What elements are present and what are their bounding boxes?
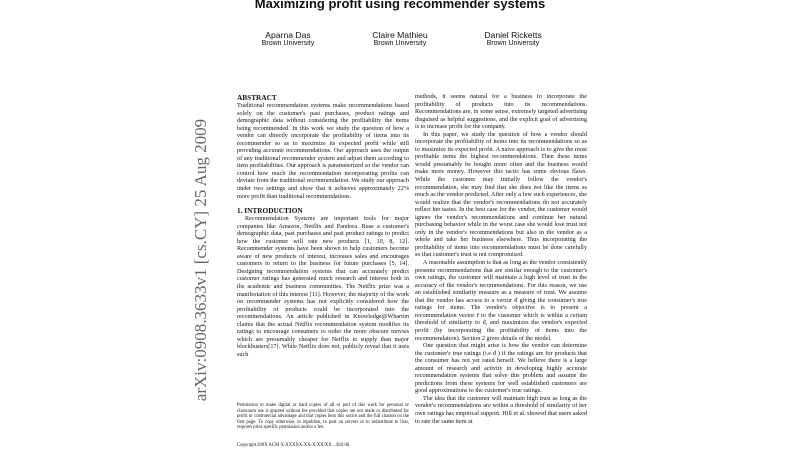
arxiv-sidebar: [0, 0, 213, 450]
body-paragraph: methods, it seems natural for a business to incorporate the profitability of products into its recommendations. Recommendations are, in some sense, extremely targeted advertising disguised as helpful suggestions, and the explicit goal of advertising is to increase profit for the company.: [415, 93, 587, 131]
body-paragraph: The idea that the customer will maintain high trust as long as the vendor's recommendations are within a threshold of similarity of her own ratings has empirical support. Hill et al. showed that users asked to rate the same item at: [415, 394, 587, 425]
paper-title: Maximizing profit using recommender systems: [254, 0, 546, 11]
introduction-paragraph: Recommendation Systems are important tools for major companies like Amazon, Netflix and Pandora. Ruse a customer's demographic data, past purchases and past product ratings to predict how the customer will rate new products [1, 10, 8, 12]. Recommender systems have been shown to help customers become aware of new products of interest, increases sales and encourages customers to return to the business for future purchases [5, 14]. Designing recommendation systems that can accurately predict customer ratings has generated much research and interest both in the academic and business communities. The Netflix prize was a manifestation of this interest [11]. However, the majority of the work on recommender systems has not explicitly considered how the profitability of products could be incorporated into the recommendations. An article published in Knowledge@Wharton claims that the actual Netflix recommendation system modifies its ratings to encourage consumers to order the more obscure movies which are presumably cheaper for Netflix to supply than major blockbusters[17]. While Netflix does not, publicly reveal that it uses such: [237, 215, 409, 358]
author-affiliation: Brown University: [486, 40, 540, 47]
permission-notice: Permission to make digital or hard copies of all or part of this work for personal or classroom use is granted without fee provided that copies are not made or distributed for profit or commercial advantage and that copies bear this notice and the full citation on the first page. To copy otherwise, to republish, to post on servers or to redistribute to lists, requires prior specific permission and/or a fee.: [237, 403, 409, 431]
author-affiliation: Brown University: [373, 40, 427, 47]
right-margin: [587, 0, 800, 450]
body-paragraph: In this paper, we study the question of how a vendor should incorporate the profitability of items into its recommendations so as to maximize its expected profit. A naive approach is to give the most profitable items the highest recommendations. Then these items would presumably be bought more often and the business would make more money. However this tactic has some obvious flaws. While the customer may initially follow the vendor's recommendation, she may find that she does not like the items as much as the vendor predicted. After only a few such experiences, she would realize that the vendor's recommendations do not accurately reflect her tastes. In the best case for the vendor, the customer would ignore the vendor's recommendations and continue her natural purchasing behavior while in the worst case she would lose trust not only in the vendor's recommendations but also in the vendor as a whole and take her business elsewhere. Thus incorporating the profitability of items into recommendations must be done carefully so that customer's trust is not compromised.: [415, 130, 587, 259]
author-affiliation: Brown University: [261, 40, 315, 47]
introduction-heading: 1. INTRODUCTION: [237, 206, 303, 216]
abstract-text: Traditional recommendation systems make recommendations based solely on the customer's past purchases, product ratings and demographic data without considering the profitability the items being recommended. In this work we study the question of how a vendor can directly incorporate the profitability of items into its recommender so as to maximize its expected profit while still providing accurate recommendations. Our approach uses the output of any traditional recommender system and adjust them according to item profitabilities. Our approach is parameterized so the vendor can control how much the recommendation incorporating profits can deviate from the traditional recommendation. We study our approach under two settings and show that it achieves approximately 22% more profit than traditional recommendations.: [237, 102, 409, 200]
author-2: [345, 30, 455, 48]
arxiv-identifier: arXiv:0908.3633v1 [cs.CY] 25 Aug 2009: [191, 118, 210, 402]
author-name: Claire Mathieu: [372, 30, 428, 40]
paper-page: [213, 0, 587, 450]
body-paragraph: One question that might arise is how the vendor can determine the customer's true ratings (i.e đ ) if the ratings are for products that the consumer has not yet rated herself. We believe there is a large amount of research and activity in developing highly accurate recommendation systems that solve this problem and assume the predictions from these systems for well established customers are good approximations to the customer's true ratings.: [415, 342, 587, 395]
abstract-heading: ABSTRACT: [237, 93, 277, 102]
author-3: [458, 30, 568, 48]
copyright-line: Copyright 200X ACM X-XXXXX-XX-X/XX/XX ...$10.00.: [237, 443, 351, 448]
author-name: Aparna Das: [265, 30, 311, 40]
left-column: [237, 93, 409, 359]
right-column: [415, 93, 587, 425]
author-1: [233, 30, 343, 48]
author-name: Daniel Ricketts: [484, 30, 542, 40]
body-paragraph: A reasonable assumption is that as long as the vendor consistently presents recommendations that are similar enough to the customer's own ratings, the customer will maintain a high level of trust in the accuracy of the vendor's recommendations. For this reason, we use an established similarity measure as a measure of trust. We assume that the vendor has access to a vector đ giving the consumer's true ratings for items. The vendor's objective is to present a recommendation vector r̄ to the customer which is within a certain threshold of similarity to đ, and maximizes the vendor's expected profit (by incorporating the profitability of items into the recommendation). Section 2 gives details of the model.: [415, 259, 587, 342]
